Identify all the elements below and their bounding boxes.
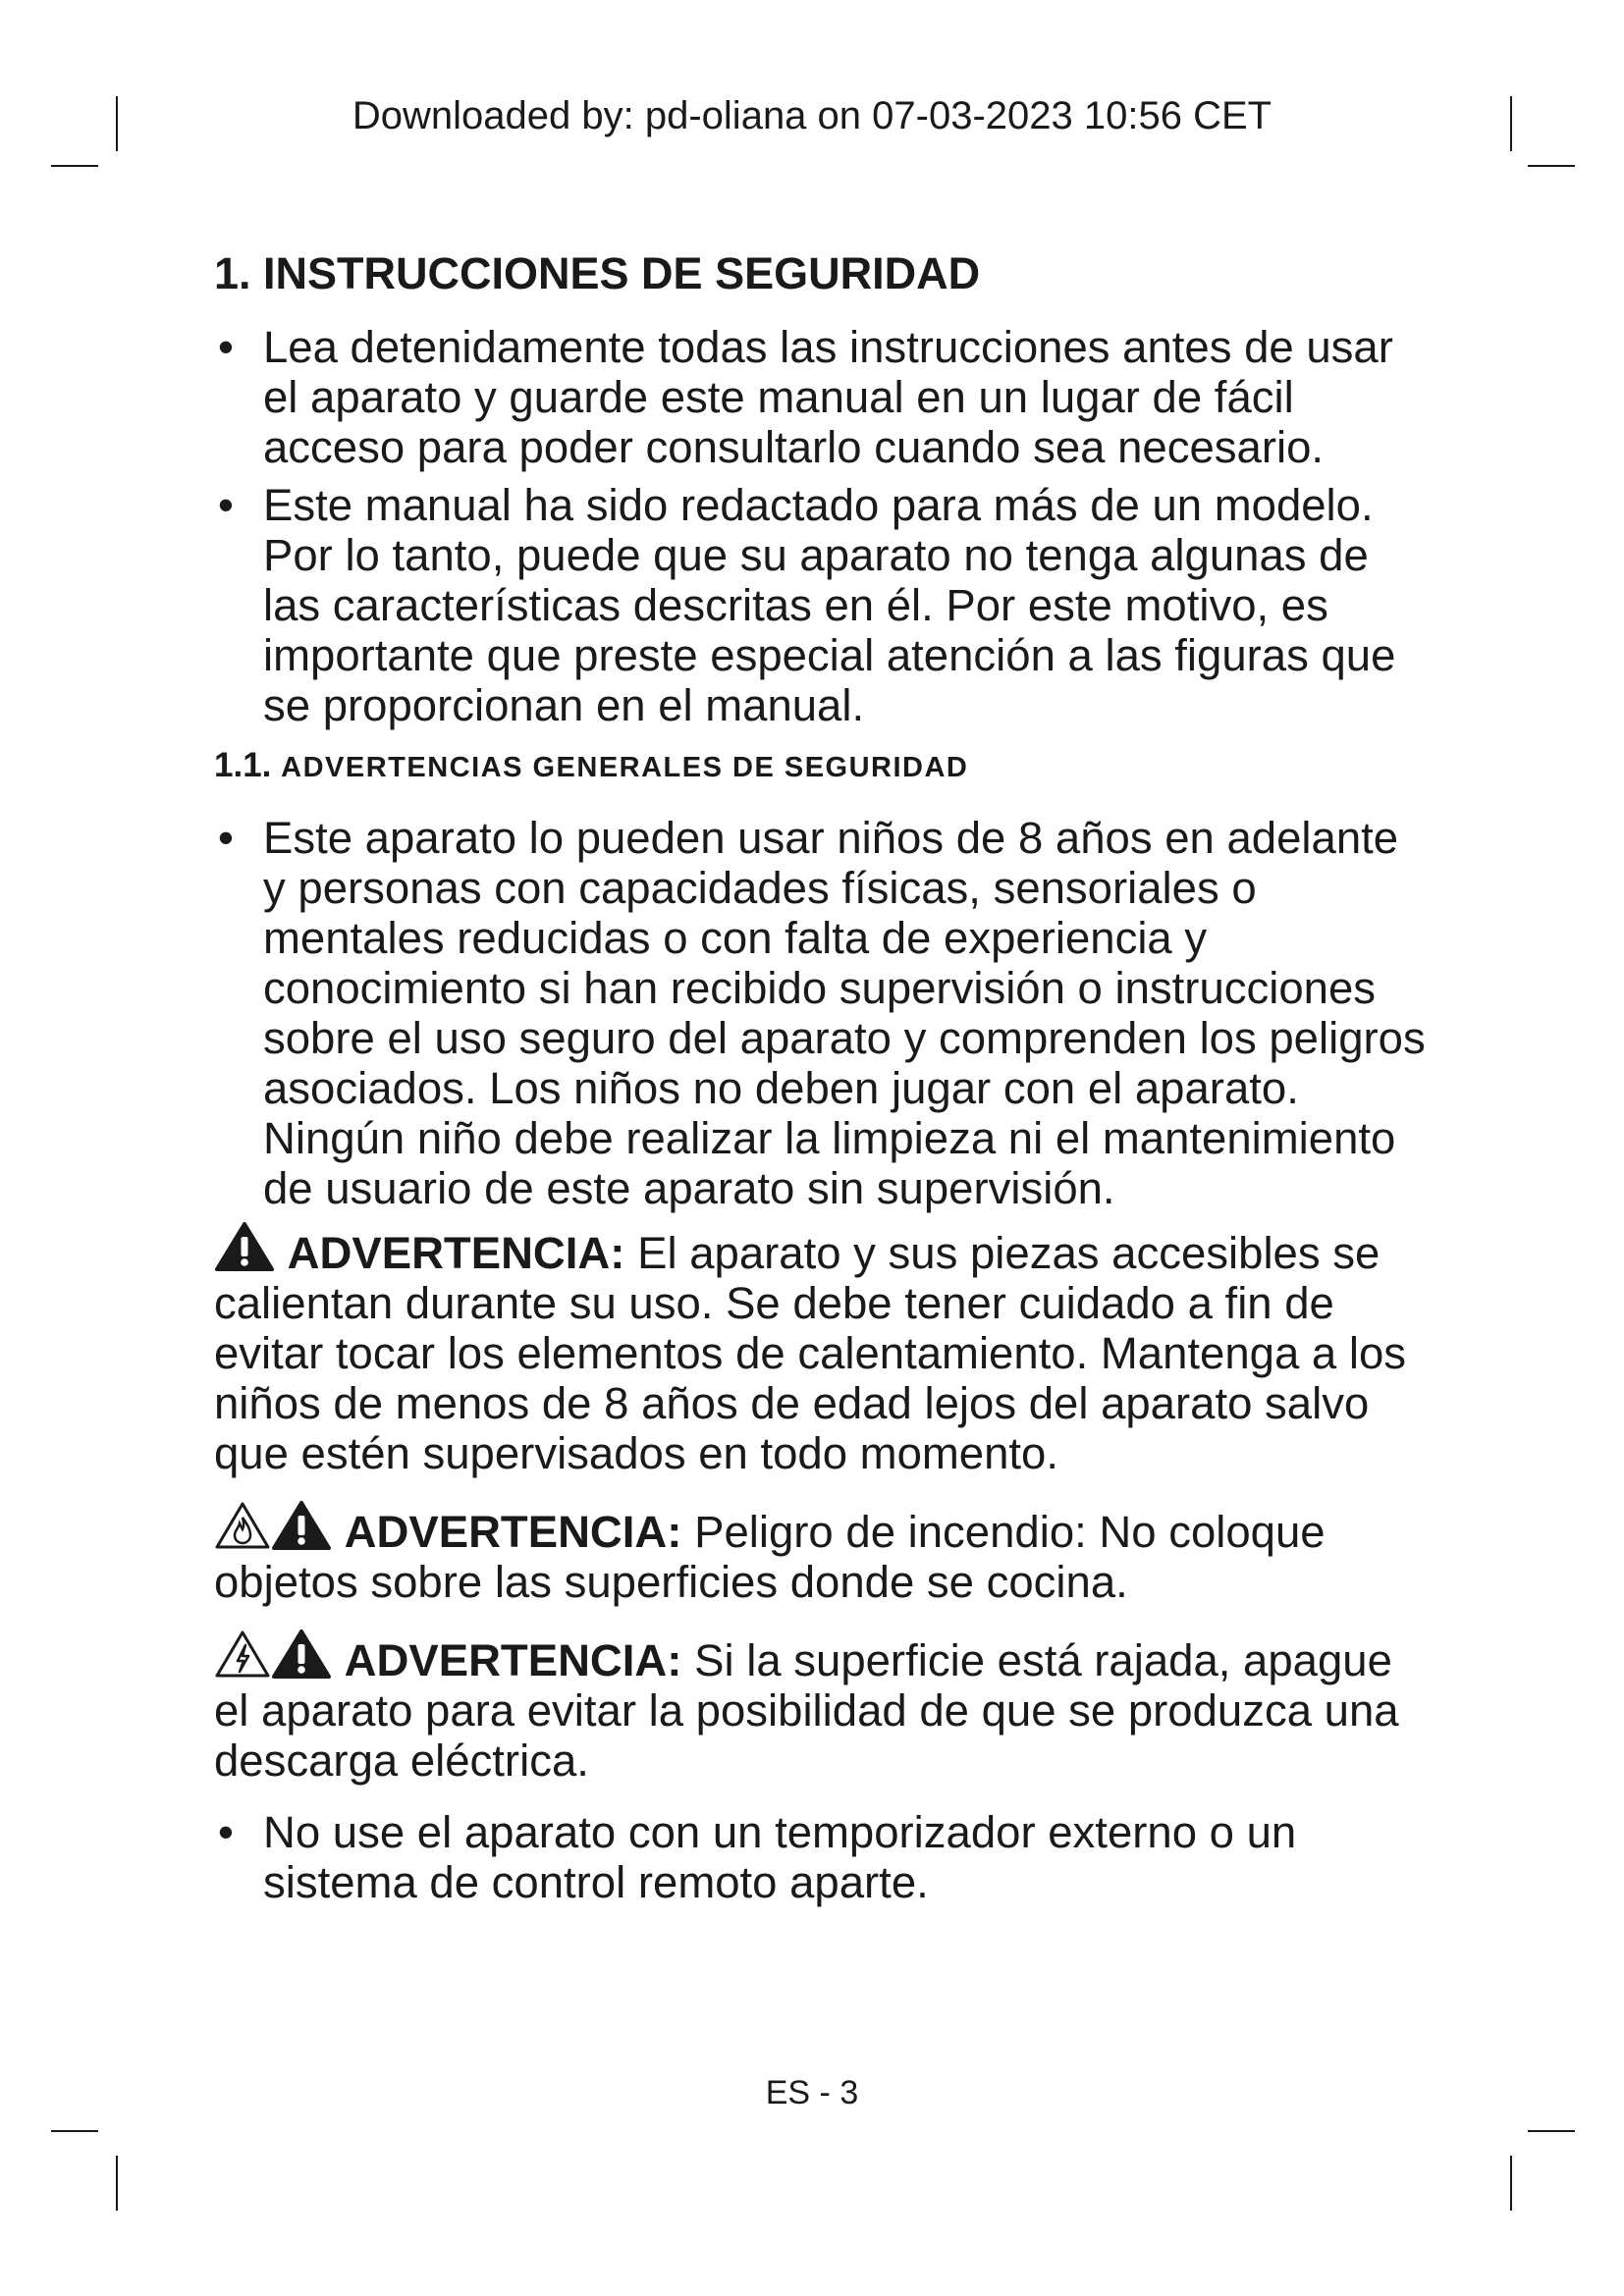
warning-block: [214, 1221, 1432, 1478]
subsection-title: [214, 744, 1432, 789]
crop-mark-top-left-h: [51, 165, 98, 167]
crop-mark-bottom-right: [1510, 2156, 1512, 2211]
fire-hazard-icon: [214, 1500, 271, 1551]
bullet-text: Este aparato lo pueden usar niños de 8 años en adelante y personas con capacidades físicas, sensoriales o mentales reducidas o con falta de experiencia y conocimiento si han recibido supervisión o instrucciones sobre el uso seguro del aparato y comprenden los peligros asociados. Los niños no deben jugar con el aparato. Ningún niño debe realizar la limpieza ni el mantenimiento de usuario de este aparato sin supervisión.: [263, 813, 1426, 1213]
download-info: Downloaded by: pd-oliana on 07-03-2023 10:56 CET: [352, 94, 1272, 137]
crop-mark-top-right-h: [1528, 165, 1575, 167]
warning-icon: [214, 1221, 275, 1272]
section-title: 1. INSTRUCCIONES DE SEGURIDAD: [214, 248, 981, 298]
bullet-icon: •: [218, 813, 234, 863]
list-item: [214, 480, 1432, 730]
crop-mark-bottom-left-h: [51, 2130, 98, 2132]
crop-mark-bottom-left: [116, 2156, 118, 2211]
warning-text: Si la superficie está rajada, apague el aparato para evitar la posibilidad de que se produzca una descarga eléctrica.: [214, 1635, 1399, 1786]
bullet-icon: •: [218, 1807, 234, 1857]
warning-label: ADVERTENCIA:: [344, 1507, 682, 1557]
warning-icon: [271, 1500, 332, 1551]
warning-block: [214, 1629, 1432, 1786]
list-item: [214, 1807, 1432, 1907]
list-item: [214, 322, 1432, 472]
warning-text: El aparato y sus piezas accesibles se calientan durante su uso. Se debe tener cuidado a fin de evitar tocar los elementos de calentamiento. Mantenga a los niños de menos de 8 años de edad lejos del aparato salvo que estén supervisados en todo momento.: [214, 1228, 1407, 1478]
bullet-icon: •: [218, 480, 234, 530]
crop-mark-bottom-right-h: [1528, 2130, 1575, 2132]
warning-icon: [271, 1629, 332, 1680]
electric-hazard-icon: [214, 1629, 271, 1680]
page-content: [214, 247, 1432, 1915]
page-number: ES - 3: [765, 2074, 859, 2111]
subsection-number: 1.1.: [214, 746, 272, 784]
bullet-text: No use el aparato con un temporizador externo o un sistema de control remoto aparte.: [263, 1807, 1297, 1907]
bullet-text: Este manual ha sido redactado para más de un modelo. Por lo tanto, puede que su aparato no tenga algunas de las características descritas en él. Por este motivo, es importante que preste especial atención a las figuras que se proporcionan en el manual.: [263, 480, 1396, 730]
subsection-title-text: ADVERTENCIAS GENERALES DE SEGURIDAD: [281, 752, 969, 783]
subsection-bullets-1: [214, 813, 1432, 1213]
list-item: [214, 813, 1432, 1213]
bullet-text: Lea detenidamente todas las instrucciones antes de usar el aparato y guarde este manual en un lugar de fácil acceso para poder consultarlo cuando sea necesario.: [263, 322, 1393, 472]
warning-block: [214, 1500, 1432, 1607]
section-bullets: [214, 322, 1432, 730]
bullet-icon: •: [218, 322, 234, 372]
warning-label: ADVERTENCIA:: [287, 1228, 625, 1278]
warning-label: ADVERTENCIA:: [344, 1635, 682, 1685]
warning-text: Peligro de incendio: No coloque objetos sobre las superficies donde se cocina.: [214, 1507, 1326, 1607]
subsection-bullets-2: [214, 1807, 1432, 1907]
